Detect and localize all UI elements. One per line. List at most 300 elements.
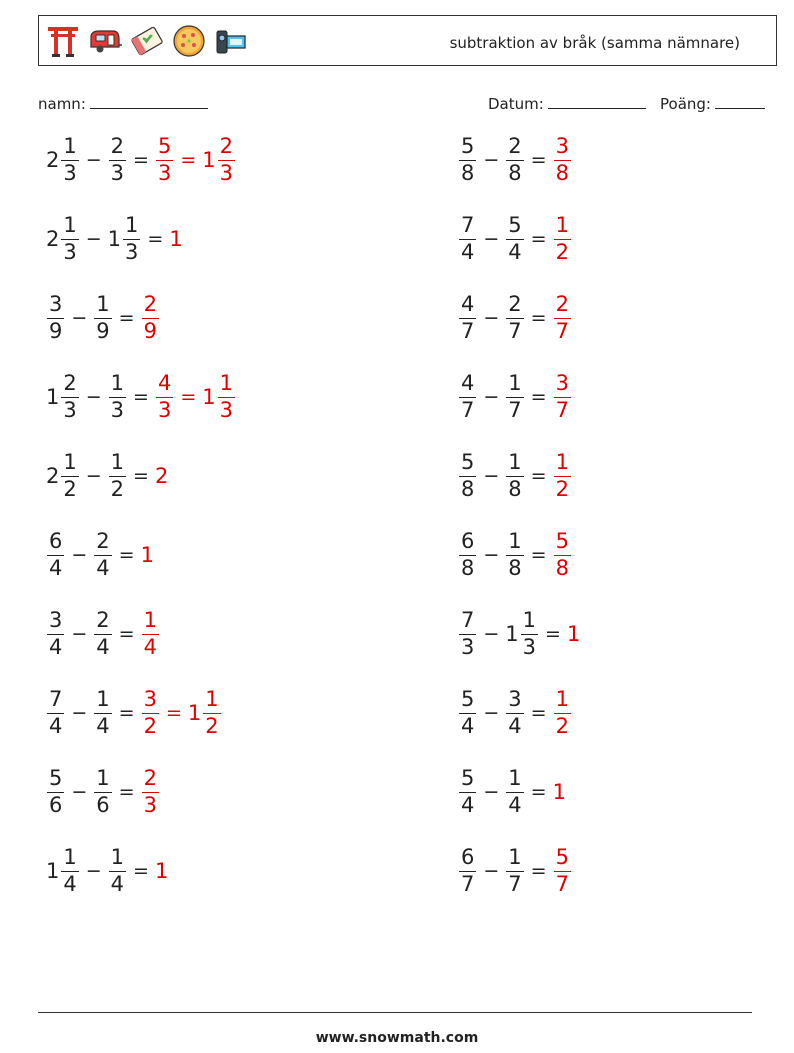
minuend-fraction (459, 136, 476, 184)
minuend-fraction (61, 373, 78, 421)
answer-equals-sign: = (180, 149, 197, 171)
problem-14 (458, 604, 581, 664)
subtrahend-numerator: 1 (522, 608, 537, 632)
subtrahend-denominator: 6 (96, 793, 110, 817)
minuend-denominator: 4 (461, 240, 475, 264)
problem-12 (458, 525, 572, 585)
minuend-numerator: 3 (49, 608, 63, 632)
subtrahend-fraction (94, 531, 111, 579)
subtrahend-numerator: 2 (110, 134, 125, 158)
subtrahend (108, 847, 127, 895)
answer (202, 373, 236, 421)
date-label: Datum: (488, 95, 544, 113)
equals-sign: = (530, 465, 547, 487)
answer-whole: 1 (154, 859, 169, 883)
equals-sign: = (118, 781, 135, 803)
subtrahend (108, 452, 127, 500)
answer (553, 294, 572, 342)
minuend-fraction (459, 610, 476, 658)
answer-numerator: 1 (143, 608, 157, 632)
problem-8 (458, 367, 572, 427)
problem-5 (46, 288, 160, 348)
answer-fraction (156, 136, 173, 184)
answer-fraction (142, 610, 159, 658)
answer-whole: 2 (154, 464, 169, 488)
minuend (46, 531, 65, 579)
minus-sign: − (483, 465, 500, 487)
problem-4 (458, 209, 572, 269)
minuend-denominator: 4 (63, 872, 77, 896)
minuend-denominator: 7 (461, 872, 475, 896)
answer-fraction (554, 136, 571, 184)
problem-20 (458, 841, 572, 901)
equals-sign: = (530, 544, 547, 566)
answer (553, 780, 567, 804)
problem-17 (46, 762, 160, 822)
subtrahend-denominator: 3 (522, 635, 537, 659)
equals-sign: = (530, 149, 547, 171)
minus-sign: − (71, 307, 88, 329)
answer-fraction (142, 294, 159, 342)
minuend-denominator: 3 (461, 635, 475, 659)
name-field (38, 94, 208, 113)
minuend-denominator: 8 (461, 477, 475, 501)
answer-fraction (554, 452, 571, 500)
minuend-fraction (459, 847, 476, 895)
minuend-numerator: 5 (49, 766, 63, 790)
minuend-fraction (459, 215, 476, 263)
minuend-fraction (459, 452, 476, 500)
minus-sign: − (85, 149, 102, 171)
equals-sign: = (530, 702, 547, 724)
answer-denominator: 7 (555, 398, 569, 422)
equals-sign: = (545, 623, 561, 645)
subtrahend-numerator: 1 (96, 292, 110, 316)
minuend-denominator: 7 (461, 319, 475, 343)
answer-denominator: 2 (555, 240, 569, 264)
minus-sign: − (483, 781, 500, 803)
answer-denominator: 2 (555, 714, 569, 738)
minuend-fraction (61, 847, 78, 895)
flight-ticket-icon (129, 23, 165, 59)
subtrahend-whole: 1 (107, 227, 122, 251)
minuend-whole: 2 (46, 148, 60, 172)
subtrahend-fraction (506, 531, 523, 579)
subtrahend-numerator: 1 (96, 687, 110, 711)
problem-13 (46, 604, 160, 664)
minuend (46, 610, 65, 658)
subtrahend-denominator: 8 (508, 477, 522, 501)
subtrahend-denominator: 3 (110, 161, 125, 185)
minuend-fraction (459, 373, 476, 421)
answer-whole: 1 (140, 543, 154, 567)
subtrahend-fraction (94, 294, 111, 342)
minuend-denominator: 7 (461, 398, 475, 422)
minus-sign: − (483, 149, 500, 171)
answer-numerator: 3 (143, 687, 157, 711)
answer-denominator: 3 (219, 398, 234, 422)
answer-fraction (554, 847, 571, 895)
minuend-fraction (459, 531, 476, 579)
minuend (458, 452, 477, 500)
worksheet-header (38, 15, 777, 66)
subtrahend-denominator: 4 (508, 793, 522, 817)
answer-whole: 1 (187, 701, 202, 725)
answer-fraction (142, 689, 159, 737)
minuend (46, 452, 80, 500)
answer (188, 689, 222, 737)
name-blank (90, 94, 208, 109)
minuend-whole: 2 (46, 227, 60, 251)
minuend-fraction (459, 689, 476, 737)
minuend-fraction (47, 531, 64, 579)
minuend-fraction (61, 452, 78, 500)
subtrahend-denominator: 8 (508, 161, 522, 185)
answer-denominator: 2 (205, 714, 219, 738)
subtrahend-denominator: 3 (125, 240, 139, 264)
minuend-numerator: 1 (63, 213, 77, 237)
subtrahend-numerator: 1 (508, 529, 522, 553)
subtrahend-numerator: 1 (96, 766, 110, 790)
subtrahend (505, 768, 524, 816)
subtrahend-denominator: 4 (508, 240, 522, 264)
minus-sign: − (483, 860, 500, 882)
answer-numerator: 3 (555, 371, 569, 395)
minuend-numerator: 7 (461, 213, 475, 237)
answer (141, 294, 160, 342)
answer-fraction (156, 373, 173, 421)
minus-sign: − (85, 386, 102, 408)
answer-denominator: 3 (157, 398, 172, 422)
answer-whole: 1 (202, 148, 216, 172)
score-field (660, 94, 765, 113)
minuend-fraction (459, 768, 476, 816)
minuend-numerator: 5 (461, 134, 475, 158)
minuend-denominator: 8 (461, 556, 475, 580)
name-label: namn: (38, 95, 86, 113)
subtrahend-denominator: 4 (110, 872, 125, 896)
minuend-denominator: 6 (49, 793, 63, 817)
footer-divider (38, 1012, 752, 1013)
minuend (458, 768, 477, 816)
subtrahend-fraction (506, 689, 523, 737)
subtrahend-denominator: 3 (110, 398, 125, 422)
minuend-numerator: 1 (63, 845, 77, 869)
minuend-denominator: 4 (49, 556, 63, 580)
answer-numerator: 2 (555, 292, 569, 316)
answer-fraction (554, 689, 571, 737)
answer-numerator: 1 (555, 450, 569, 474)
answer-whole: 1 (202, 385, 216, 409)
subtrahend-fraction (109, 136, 126, 184)
minuend-fraction (61, 136, 78, 184)
minuend-denominator: 4 (49, 714, 63, 738)
footer-url: www.snowmath.com (315, 1030, 479, 1046)
minuend-numerator: 3 (49, 292, 63, 316)
problem-7 (46, 367, 236, 427)
minuend-numerator: 7 (461, 608, 475, 632)
subtrahend-fraction (506, 373, 523, 421)
answer-whole: 1 (169, 227, 183, 251)
minuend-denominator: 2 (63, 477, 77, 501)
video-camera-icon (213, 23, 249, 59)
minuend-numerator: 4 (461, 292, 475, 316)
minuend-denominator: 4 (461, 714, 475, 738)
minuend-fraction (47, 294, 64, 342)
minus-sign: − (483, 307, 500, 329)
answer-numerator: 2 (143, 766, 157, 790)
minuend (46, 215, 80, 263)
minuend (46, 768, 65, 816)
subtrahend-denominator: 2 (110, 477, 125, 501)
answer (141, 768, 160, 816)
subtrahend (108, 215, 142, 263)
subtrahend (505, 215, 524, 263)
subtrahend (505, 689, 524, 737)
equals-sign: = (147, 228, 164, 250)
equals-sign: = (118, 544, 135, 566)
answer (141, 689, 160, 737)
subtrahend (505, 136, 524, 184)
subtrahend-fraction (506, 294, 523, 342)
equals-sign: = (530, 307, 547, 329)
subtrahend (505, 373, 524, 421)
answer (553, 847, 572, 895)
subtrahend-denominator: 7 (508, 398, 522, 422)
minus-sign: − (483, 623, 500, 645)
minus-sign: − (85, 228, 102, 250)
subtrahend-fraction (521, 610, 538, 658)
subtrahend-numerator: 1 (110, 450, 125, 474)
answer (155, 859, 169, 883)
answer-denominator: 2 (143, 714, 157, 738)
minuend-fraction (459, 294, 476, 342)
answer-denominator: 4 (143, 635, 157, 659)
answer-equals-sign: = (180, 386, 197, 408)
subtrahend (505, 847, 524, 895)
subtrahend-numerator: 5 (508, 213, 522, 237)
minuend (46, 136, 80, 184)
minuend-numerator: 4 (461, 371, 475, 395)
minuend (46, 847, 80, 895)
worksheet-title: subtraktion av bråk (samma nämnare) (449, 34, 740, 52)
subtrahend-fraction (109, 847, 126, 895)
answer (553, 136, 572, 184)
answer-denominator: 7 (555, 319, 569, 343)
minus-sign: − (71, 781, 88, 803)
minuend (46, 689, 65, 737)
answer (141, 610, 160, 658)
subtrahend-numerator: 2 (96, 608, 110, 632)
pizza-icon (171, 23, 207, 59)
minuend-denominator: 3 (63, 240, 77, 264)
answer-numerator: 1 (205, 687, 219, 711)
answer (553, 531, 572, 579)
answer-numerator: 1 (219, 371, 234, 395)
answer-fraction (554, 215, 571, 263)
minuend (458, 373, 477, 421)
equals-sign: = (530, 860, 547, 882)
minus-sign: − (71, 544, 88, 566)
subtrahend-numerator: 2 (508, 134, 522, 158)
subtrahend (93, 294, 112, 342)
minuend-denominator: 3 (63, 161, 77, 185)
equals-sign: = (133, 149, 149, 171)
subtrahend-whole: 1 (505, 622, 519, 646)
minuend (46, 373, 80, 421)
minuend-denominator: 4 (461, 793, 475, 817)
minuend-fraction (47, 689, 64, 737)
answer-numerator: 3 (555, 134, 569, 158)
answer (567, 622, 581, 646)
subtrahend-numerator: 1 (508, 371, 522, 395)
equals-sign: = (530, 781, 547, 803)
subtrahend-fraction (506, 215, 523, 263)
minuend-denominator: 8 (461, 161, 475, 185)
answer-fraction (203, 689, 220, 737)
subtrahend-fraction (506, 847, 523, 895)
minus-sign: − (85, 860, 102, 882)
subtrahend (93, 610, 112, 658)
minuend-numerator: 7 (49, 687, 63, 711)
answer-fraction (142, 768, 159, 816)
answer-denominator: 3 (219, 161, 234, 185)
subtrahend-numerator: 2 (96, 529, 110, 553)
minuend-fraction (47, 610, 64, 658)
answer (553, 215, 572, 263)
subtrahend-denominator: 7 (508, 872, 522, 896)
equals-sign: = (530, 228, 547, 250)
subtrahend-numerator: 1 (125, 213, 139, 237)
subtrahend-fraction (506, 452, 523, 500)
equals-sign: = (118, 623, 135, 645)
score-blank (715, 94, 765, 109)
camper-trailer-icon (87, 23, 123, 59)
subtrahend (505, 452, 524, 500)
equals-sign: = (133, 860, 149, 882)
minus-sign: − (85, 465, 102, 487)
answer-denominator: 2 (555, 477, 569, 501)
subtrahend-numerator: 1 (508, 766, 522, 790)
problem-1 (46, 130, 236, 190)
minus-sign: − (71, 623, 88, 645)
minuend (458, 215, 477, 263)
equals-sign: = (133, 386, 149, 408)
minuend-numerator: 5 (461, 687, 475, 711)
minuend-numerator: 6 (461, 529, 475, 553)
answer-fraction (554, 373, 571, 421)
answer (155, 373, 174, 421)
answer-denominator: 8 (555, 556, 569, 580)
answer-equals-sign: = (165, 702, 182, 724)
equals-sign: = (530, 386, 547, 408)
answer-numerator: 4 (157, 371, 172, 395)
subtrahend-denominator: 9 (96, 319, 110, 343)
answer (141, 543, 155, 567)
subtrahend-fraction (506, 136, 523, 184)
equals-sign: = (118, 307, 135, 329)
subtrahend-numerator: 2 (508, 292, 522, 316)
minus-sign: − (71, 702, 88, 724)
minuend-fraction (61, 215, 78, 263)
subtrahend (93, 768, 112, 816)
minuend (458, 294, 477, 342)
date-blank (548, 94, 646, 109)
answer-denominator: 9 (143, 319, 157, 343)
problem-11 (46, 525, 155, 585)
answer-denominator: 8 (555, 161, 569, 185)
subtrahend (93, 531, 112, 579)
subtrahend-numerator: 3 (508, 687, 522, 711)
answer (202, 136, 236, 184)
minuend-denominator: 3 (63, 398, 77, 422)
subtrahend-denominator: 4 (96, 556, 110, 580)
answer (155, 464, 169, 488)
answer-fraction (218, 136, 235, 184)
answer-fraction (218, 373, 235, 421)
subtrahend-fraction (94, 610, 111, 658)
answer-whole: 1 (566, 622, 581, 646)
minuend-numerator: 6 (49, 529, 63, 553)
subtrahend (108, 136, 127, 184)
subtrahend (505, 531, 524, 579)
score-label: Poäng: (660, 95, 711, 113)
problem-18 (458, 762, 567, 822)
minus-sign: − (483, 386, 500, 408)
answer-numerator: 5 (555, 529, 569, 553)
answer-numerator: 5 (555, 845, 569, 869)
minuend-whole: 1 (46, 859, 60, 883)
answer-whole: 1 (552, 780, 566, 804)
subtrahend-numerator: 1 (508, 450, 522, 474)
answer (169, 227, 183, 251)
subtrahend-fraction (94, 689, 111, 737)
answer-denominator: 7 (555, 872, 569, 896)
equals-sign: = (133, 465, 149, 487)
subtrahend-denominator: 4 (96, 635, 110, 659)
minus-sign: − (483, 228, 500, 250)
date-field (488, 94, 646, 113)
problem-15 (46, 683, 222, 743)
minuend-denominator: 4 (49, 635, 63, 659)
minuend-numerator: 6 (461, 845, 475, 869)
subtrahend-denominator: 4 (96, 714, 110, 738)
subtrahend-numerator: 1 (508, 845, 522, 869)
subtrahend (505, 294, 524, 342)
minuend-numerator: 5 (461, 450, 475, 474)
minuend-numerator: 1 (63, 134, 77, 158)
answer-numerator: 1 (555, 687, 569, 711)
header-icons (45, 23, 249, 59)
problem-16 (458, 683, 572, 743)
minuend (458, 847, 477, 895)
problem-10 (458, 446, 572, 506)
answer (553, 452, 572, 500)
subtrahend-numerator: 1 (110, 845, 125, 869)
answer-numerator: 2 (219, 134, 234, 158)
subtrahend-fraction (109, 373, 126, 421)
subtrahend-denominator: 8 (508, 556, 522, 580)
subtrahend-fraction (123, 215, 140, 263)
subtrahend (108, 373, 127, 421)
answer-numerator: 2 (143, 292, 157, 316)
answer-denominator: 3 (157, 161, 172, 185)
answer-denominator: 3 (143, 793, 157, 817)
minuend-numerator: 2 (63, 371, 77, 395)
minuend (458, 689, 477, 737)
problem-2 (458, 130, 572, 190)
problem-9 (46, 446, 169, 506)
